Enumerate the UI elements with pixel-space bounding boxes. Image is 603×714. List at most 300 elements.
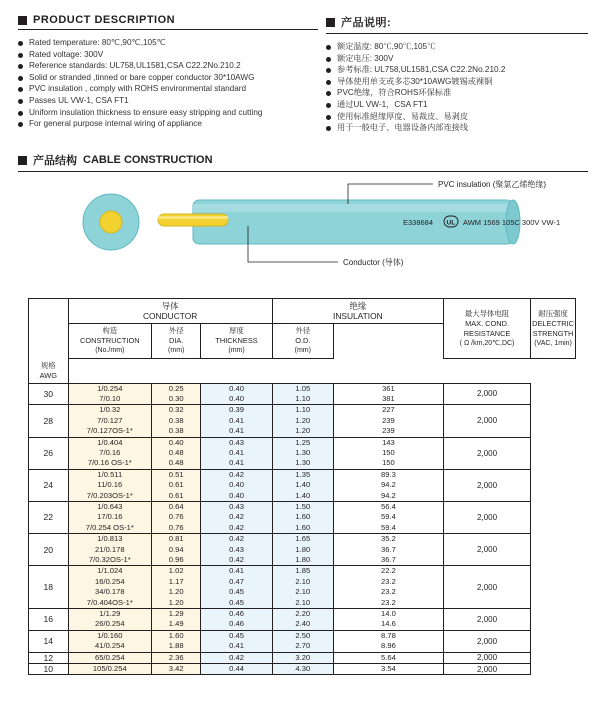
cell-construction-value: 105/0.254 (92, 664, 127, 674)
header-conductor-en: CONDUCTOR (142, 311, 198, 321)
cell-resistance-value: 59.4 (381, 522, 396, 532)
cell-thickness-value: 0.40 (229, 490, 244, 500)
header-resistance-en2: RESISTANCE (463, 328, 511, 338)
table-row (29, 405, 576, 437)
cell-thickness-value: 0.43 (229, 544, 244, 554)
cell-dia-value: 1.49 (168, 619, 184, 629)
cell-od-value: 1.80 (295, 544, 311, 554)
cell-resistance (333, 405, 443, 437)
header-thickness (201, 324, 272, 359)
list-item: Passes UL VW-1, CSA FT1 (18, 95, 318, 107)
cell-thickness-value: 0.47 (229, 576, 244, 586)
cell-thickness-value: 0.44 (229, 664, 244, 674)
header-awg-filler1 (68, 359, 152, 384)
cell-dia-value: 1.88 (168, 641, 184, 651)
header-awg-en: AWG (39, 370, 57, 380)
cell-dielectric: 2,000 (443, 566, 530, 609)
header-dielectric-en2: STRENGTH (532, 328, 574, 338)
cell-thickness (201, 630, 272, 652)
table-row (29, 437, 576, 469)
conductor-label: Conductor (导体) (343, 258, 404, 267)
header-od-unit: (mm) (294, 347, 311, 354)
cell-construction-value: 7/0.203OS-1* (86, 490, 133, 500)
cell-awg: 10 (29, 664, 69, 675)
cell-dielectric: 2,000 (443, 469, 530, 501)
header-dia-en: DIA. (169, 336, 184, 345)
list-item: 导体使用单支或多芯30*10AWG镀锡或裸铜 (326, 76, 588, 88)
cell-dia-value: 0.94 (168, 544, 184, 554)
list-item: For general purpose internal wiring of appliance (18, 118, 318, 130)
exposed-conductor-icon (158, 214, 228, 226)
cell-thickness (201, 566, 272, 609)
cell-dia-value: 1.20 (168, 587, 184, 597)
cell-od-value: 1.25 (295, 437, 311, 447)
cell-dielectric: 2,000 (443, 609, 530, 631)
cell-resistance-value: 227 (382, 405, 395, 415)
list-item: 通过UL VW-1，CSA FT1 (326, 99, 588, 111)
list-item: 参考标准: UL758,UL1581,CSA C22.2No.210.2 (326, 64, 588, 76)
table-row (29, 534, 576, 566)
cell-od (272, 652, 333, 663)
cell-thickness (201, 501, 272, 533)
cell-thickness-value: 0.42 (229, 512, 244, 522)
cell-dielectric: 2,000 (443, 652, 530, 663)
table-header-awg-row (29, 359, 576, 384)
cell-construction (68, 405, 152, 437)
header-insulation-en: INSULATION (333, 311, 383, 321)
cell-od-value: 2.70 (295, 641, 311, 651)
cell-dia (152, 383, 201, 405)
cell-awg: 16 (29, 609, 69, 631)
cell-thickness-value: 0.42 (229, 555, 244, 564)
cell-od-value: 1.20 (295, 415, 311, 425)
cell-dia-value: 1.20 (168, 597, 184, 607)
cell-od-value: 1.40 (295, 490, 311, 500)
product-description-heading-cn-label: 产品说明: (341, 17, 392, 29)
cell-construction (68, 501, 152, 533)
cell-resistance-value: 56.4 (381, 501, 396, 511)
cell-od-value: 1.30 (295, 458, 311, 468)
cell-construction-value: 11/0.16 (97, 480, 123, 490)
cell-dia (152, 664, 201, 675)
cell-awg: 30 (29, 383, 69, 405)
header-od-cn: 外径 (295, 326, 311, 335)
cell-resistance-value: 8.78 (381, 630, 396, 640)
header-resistance-unit: ( Ω /km,20℃,DC) (459, 339, 515, 347)
cell-thickness-value: 0.41 (229, 447, 244, 457)
cable-construction-heading (18, 152, 588, 168)
cell-thickness-value: 0.42 (229, 522, 244, 532)
cell-thickness (201, 609, 272, 631)
cell-awg: 20 (29, 534, 69, 566)
cell-od-value: 1.60 (295, 522, 311, 532)
cell-dielectric: 2,000 (443, 630, 530, 652)
cell-od-value: 1.40 (295, 480, 311, 490)
list-item: Rated voltage: 300V (18, 49, 318, 61)
cell-construction-value: 1/0.160 (97, 630, 123, 640)
cell-construction (68, 469, 152, 501)
header-od-en: O.D. (295, 336, 311, 345)
cell-awg: 22 (29, 501, 69, 533)
cell-dia (152, 630, 201, 652)
header-awg-filler4 (272, 359, 333, 384)
cell-resistance-value: 89.3 (381, 469, 396, 479)
print-spec-text: AWM 1569 105C 300V VW-1 (463, 218, 561, 227)
cell-dia (152, 609, 201, 631)
cell-dia-value: 1.60 (168, 630, 184, 640)
header-insulation-cn: 绝缘 (349, 301, 367, 311)
cell-dielectric: 2,000 (443, 534, 530, 566)
cell-construction-value: 65/0.254 (95, 652, 125, 662)
header-dia (152, 324, 201, 359)
cell-dia-value: 1.02 (168, 566, 184, 576)
cell-resistance-value: 361 (382, 383, 395, 393)
cell-resistance (333, 566, 443, 609)
header-awg-cn: 规格 (40, 360, 56, 370)
cell-awg: 26 (29, 437, 69, 469)
header-dielectric-en: DELECTRIC (532, 318, 574, 328)
cell-resistance (333, 652, 443, 663)
cell-od-value: 1.10 (295, 393, 311, 403)
conductor-cross-section-icon (100, 211, 122, 233)
cable-construction-heading-en: CABLE CONSTRUCTION (83, 154, 213, 166)
cell-construction-value: 1/0.511 (97, 469, 123, 479)
list-item: 使用标准絕缘厚度、易裁皮、易剥皮 (326, 111, 588, 123)
cell-resistance-value: 14.0 (381, 609, 396, 619)
header-insulation (272, 299, 443, 324)
cell-od (272, 383, 333, 405)
cell-thickness-value: 0.46 (229, 619, 244, 629)
cell-construction-value: 7/0.254 OS-1* (85, 522, 134, 532)
table-row (29, 652, 576, 663)
cell-dia (152, 501, 201, 533)
cell-dia-value: 3.42 (168, 664, 184, 674)
cell-resistance-value: 150 (382, 447, 395, 457)
cell-construction-value: 7/0.32OS-1* (88, 555, 131, 564)
cell-dia (152, 534, 201, 566)
list-item: 用于一般电子、电器设备内部连接线 (326, 122, 588, 134)
specification-table (28, 298, 576, 675)
specification-table-wrap (28, 298, 576, 675)
cell-dia-value: 0.40 (168, 437, 184, 447)
conductor-highlight-icon (158, 216, 228, 219)
cell-resistance (333, 664, 443, 675)
cell-dia-value: 2.36 (168, 652, 184, 662)
cell-od (272, 566, 333, 609)
heading-divider (18, 29, 318, 30)
cell-construction-value: 7/0.16 OS-1* (87, 458, 132, 468)
cell-dielectric: 2,000 (443, 664, 530, 675)
cell-construction-value: 1/0.32 (99, 405, 121, 415)
cell-construction-value: 1/1.024 (97, 566, 123, 576)
cell-dielectric: 2,000 (443, 405, 530, 437)
list-item: Reference standards: UL758,UL1581,CSA C22.2No.210.2 (18, 60, 318, 72)
header-construction (68, 324, 152, 359)
cell-thickness-value: 0.45 (229, 587, 244, 597)
list-item: PVC绝缘，符合ROHS环保标准 (326, 87, 588, 99)
cell-od-value: 1.80 (295, 555, 311, 564)
cell-resistance-value: 381 (382, 393, 395, 403)
cell-resistance (333, 609, 443, 631)
cell-construction-value: 21/0.178 (95, 544, 125, 554)
cell-od-value: 1.65 (295, 534, 311, 544)
product-description-heading-cn (326, 14, 588, 30)
product-description-heading-label: PRODUCT DESCRIPTION (33, 14, 176, 26)
header-dielectric (531, 299, 576, 359)
square-bullet-icon (326, 18, 335, 27)
cell-dia-value: 0.96 (168, 555, 184, 564)
cell-od (272, 609, 333, 631)
cell-resistance-value: 35.2 (381, 534, 396, 544)
cell-construction-value: 1/0.643 (97, 501, 123, 511)
cell-resistance-value: 239 (382, 426, 395, 436)
cell-thickness-value: 0.41 (229, 415, 244, 425)
ul-mark-label: UL (446, 219, 456, 227)
cell-construction (68, 630, 152, 652)
cell-construction-value: 16/0.254 (95, 576, 125, 586)
cell-resistance-value: 23.2 (381, 597, 396, 607)
header-thickness-en: THICKNESS (215, 336, 258, 345)
cell-construction-value: 1/0.404 (97, 437, 123, 447)
cell-resistance-value: 3.54 (381, 664, 396, 674)
cell-dia-value: 0.76 (168, 512, 184, 522)
cell-thickness-value: 0.39 (229, 405, 244, 415)
header-thickness-unit: (mm) (228, 347, 245, 354)
cell-resistance-value: 143 (382, 437, 395, 447)
cell-thickness (201, 437, 272, 469)
cell-thickness (201, 652, 272, 663)
cell-thickness-value: 0.40 (229, 480, 244, 490)
cell-dia (152, 405, 201, 437)
cell-resistance-value: 8.96 (381, 641, 396, 651)
cell-construction-value: 7/0.16 (99, 447, 121, 457)
cell-dia-value: 0.81 (168, 534, 184, 544)
cell-resistance-value: 94.2 (381, 490, 396, 500)
cell-construction (68, 437, 152, 469)
cell-construction (68, 652, 152, 663)
header-od (272, 324, 333, 359)
cell-thickness-value: 0.42 (229, 534, 244, 544)
square-bullet-icon (18, 16, 27, 25)
cell-dia-value: 0.38 (168, 426, 184, 436)
header-dia-unit: (mm) (168, 347, 185, 354)
cell-dia-value: 1.17 (168, 576, 184, 586)
cell-od (272, 630, 333, 652)
cell-resistance-value: 59.4 (381, 512, 396, 522)
table-header-group-row (29, 299, 576, 324)
cell-construction (68, 534, 152, 566)
list-item: Uniform insulation thickness to ensure easy stripping and cutting (18, 107, 318, 119)
cell-dielectric: 2,000 (443, 501, 530, 533)
cell-thickness-value: 0.45 (229, 630, 244, 640)
table-row (29, 501, 576, 533)
cell-resistance (333, 437, 443, 469)
cell-construction-value: 1/0.813 (97, 534, 123, 544)
cell-od-value: 1.50 (295, 501, 311, 511)
header-resistance-en: MAX. COND. (465, 318, 509, 328)
heading-divider (326, 33, 588, 34)
cell-construction-value: 1/1.29 (99, 609, 121, 619)
cell-od-value: 2.10 (295, 587, 311, 597)
cell-thickness-value: 0.41 (229, 641, 244, 651)
cell-dia (152, 566, 201, 609)
cell-awg: 18 (29, 566, 69, 609)
cell-thickness-value: 0.41 (229, 458, 244, 468)
cell-od (272, 534, 333, 566)
description-section (18, 14, 588, 134)
header-spacer (29, 299, 69, 359)
cell-dia-value: 0.38 (168, 415, 184, 425)
header-thickness-cn: 厚度 (229, 326, 244, 335)
cell-od-value: 1.10 (295, 405, 311, 415)
cell-od (272, 437, 333, 469)
cell-od-value: 2.10 (295, 576, 311, 586)
cable-highlight-icon (193, 204, 513, 212)
cell-thickness-value: 0.40 (229, 393, 244, 403)
cell-resistance-value: 5.64 (381, 652, 396, 662)
cell-od-value: 2.40 (295, 619, 311, 629)
cable-construction-heading-cn: 产品结构 (33, 155, 77, 167)
cell-od-value: 1.60 (295, 512, 311, 522)
header-construction-cn: 构造 (102, 326, 118, 335)
cell-resistance-value: 239 (382, 415, 395, 425)
cell-od-value: 1.30 (295, 447, 311, 457)
cell-resistance (333, 383, 443, 405)
cell-dia-value: 0.51 (168, 469, 184, 479)
list-item: 额定电压: 300V (326, 53, 588, 65)
cell-construction-value: 34/0.178 (95, 587, 125, 597)
cable-diagram (18, 176, 588, 286)
header-awg-filler2 (152, 359, 201, 384)
cell-construction-value: 1/0.254 (97, 383, 123, 393)
cell-thickness-value: 0.42 (229, 652, 244, 662)
specification-table-body (29, 383, 576, 675)
cell-thickness-value: 0.45 (229, 597, 244, 607)
cell-resistance (333, 469, 443, 501)
print-legend-text: E338684 (403, 218, 434, 227)
header-resistance (443, 299, 530, 359)
cell-od-value: 1.35 (295, 469, 311, 479)
heading-divider (18, 171, 588, 172)
cell-construction-value: 17/0.16 (97, 512, 123, 522)
cell-od-value: 2.10 (295, 597, 311, 607)
list-item: PVC insulation , comply with ROHS environmental standard (18, 83, 318, 95)
header-awg-filler5 (333, 359, 443, 384)
cell-thickness (201, 534, 272, 566)
cell-awg: 14 (29, 630, 69, 652)
cell-construction (68, 664, 152, 675)
table-row (29, 383, 576, 405)
cell-od-value: 2.20 (295, 609, 311, 619)
cell-resistance (333, 534, 443, 566)
insulation-label: PVC insulation (聚氯乙烯绝缘) (438, 180, 547, 189)
description-english-column (18, 14, 318, 134)
cell-construction-value: 7/0.127 (97, 415, 123, 425)
cell-construction-value: 41/0.254 (95, 641, 125, 651)
cell-construction-value: 7/0.404OS-1* (86, 597, 133, 607)
cell-thickness-value: 0.42 (229, 469, 244, 479)
cell-construction-value: 7/0.127OS-1* (86, 426, 133, 436)
table-row (29, 609, 576, 631)
cell-dia-value: 0.61 (168, 490, 184, 500)
table-row (29, 664, 576, 675)
cell-od-value: 1.20 (295, 426, 311, 436)
cell-od (272, 501, 333, 533)
description-chinese-column (326, 14, 588, 134)
cell-thickness (201, 405, 272, 437)
cell-dielectric: 2,000 (443, 437, 530, 469)
cell-dia-value: 1.29 (168, 609, 184, 619)
cell-dia (152, 652, 201, 663)
cell-resistance-value: 23.2 (381, 576, 396, 586)
cell-awg: 12 (29, 652, 69, 663)
cell-dia-value: 0.48 (168, 458, 184, 468)
square-bullet-icon (18, 156, 27, 165)
header-dielectric-unit: (VAC, 1min) (534, 339, 572, 347)
cell-construction (68, 609, 152, 631)
cell-od (272, 664, 333, 675)
cell-dia-value: 0.76 (168, 522, 184, 532)
cell-od-value: 1.05 (295, 383, 311, 393)
cell-dia-value: 0.25 (168, 383, 184, 393)
cell-awg: 24 (29, 469, 69, 501)
cell-od-value: 2.50 (295, 630, 311, 640)
cell-resistance (333, 501, 443, 533)
cell-thickness-value: 0.43 (229, 437, 244, 447)
header-conductor (68, 299, 272, 324)
cell-resistance-value: 36.7 (381, 555, 396, 564)
header-conductor-cn: 导体 (161, 301, 179, 311)
description-chinese-list (326, 41, 588, 134)
cell-od-value: 4.30 (295, 664, 311, 674)
product-description-heading (18, 14, 318, 26)
cell-resistance-value: 36.7 (381, 544, 396, 554)
header-resistance-cn: 最大导体电阻 (464, 308, 510, 318)
cell-construction-value: 7/0.10 (99, 393, 121, 403)
cell-od-value: 1.85 (295, 566, 311, 576)
cable-diagram-svg (18, 176, 588, 286)
cable-construction-section (18, 152, 588, 172)
header-construction-unit: (No./mm) (95, 347, 125, 354)
cell-construction (68, 383, 152, 405)
cell-dia-value: 0.32 (168, 405, 184, 415)
header-awg (29, 359, 69, 384)
cell-dia-value: 0.30 (168, 393, 184, 403)
cell-construction-value: 26/0.254 (95, 619, 125, 629)
cell-thickness-value: 0.43 (229, 501, 244, 511)
cell-thickness-value: 0.41 (229, 426, 244, 436)
header-dia-cn: 外径 (168, 326, 184, 335)
cell-thickness (201, 383, 272, 405)
cell-od (272, 405, 333, 437)
cell-dia (152, 469, 201, 501)
cell-resistance-value: 22.2 (381, 566, 396, 576)
header-awg-filler3 (201, 359, 272, 384)
cell-resistance-value: 94.2 (381, 480, 396, 490)
cell-dia-value: 0.61 (168, 480, 184, 490)
list-item: 额定温度: 80℃,90℃,105℃ (326, 41, 588, 53)
description-english-list (18, 37, 318, 130)
cell-construction (68, 566, 152, 609)
cell-thickness-value: 0.46 (229, 609, 244, 619)
cell-dielectric: 2,000 (443, 383, 530, 405)
cell-thickness-value: 0.41 (229, 566, 244, 576)
header-construction-en: CONSTRUCTION (80, 336, 140, 345)
table-row (29, 630, 576, 652)
cell-od (272, 469, 333, 501)
cell-thickness (201, 469, 272, 501)
cell-resistance-value: 23.2 (381, 587, 396, 597)
